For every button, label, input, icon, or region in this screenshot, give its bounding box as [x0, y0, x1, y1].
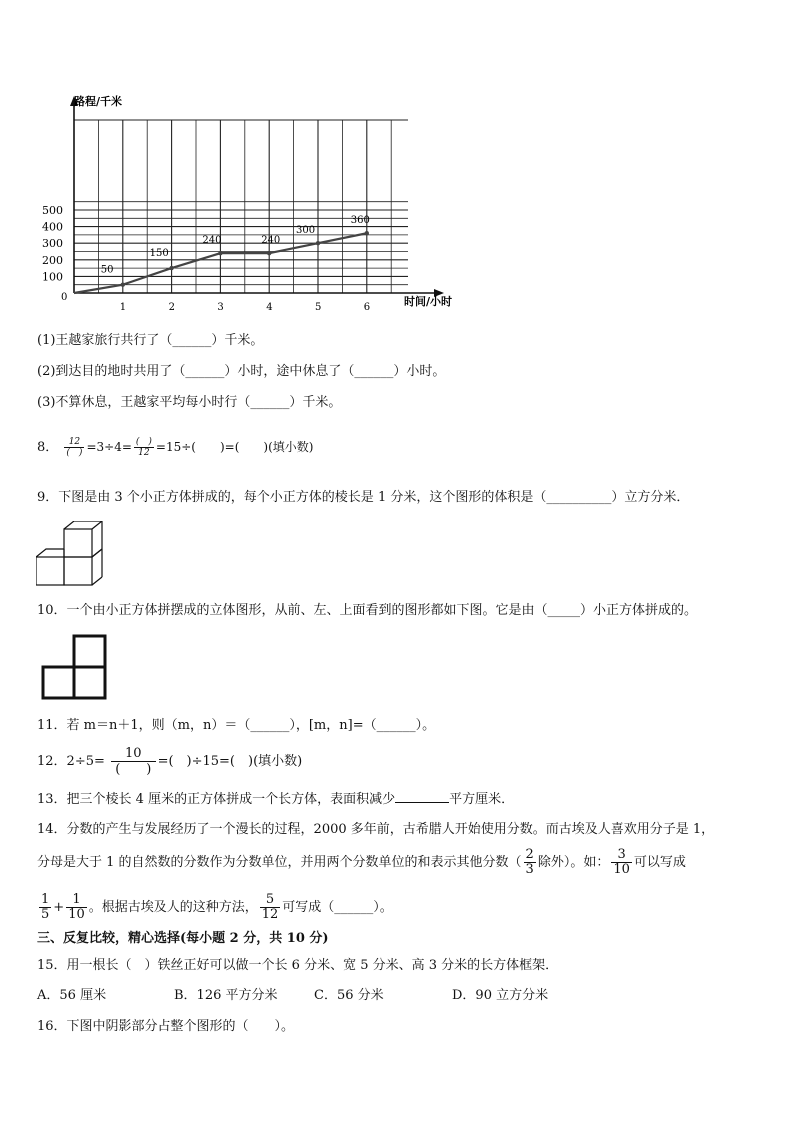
- q14-line2-c: 可以写成: [633, 855, 686, 870]
- x-tick-label: 5: [315, 302, 322, 312]
- q15: 15．用一根长（ ）铁丝正好可以做一个长 6 分米、宽 5 分米、高 3 分米的长方体框架．: [37, 958, 559, 973]
- q12-numerator: 10: [111, 746, 156, 762]
- x-tick-label: 2: [168, 302, 175, 312]
- data-label: 150: [149, 248, 169, 260]
- data-label: 240: [261, 235, 281, 247]
- q8: [37, 437, 313, 458]
- q8-middle: =3÷4=: [86, 440, 132, 454]
- q14-f23-num: 2: [525, 847, 534, 862]
- x-tick-label: 6: [363, 302, 371, 312]
- x-tick-label: 3: [217, 302, 224, 312]
- q15-option-d[interactable]: D．90 立方分米: [452, 988, 549, 1003]
- x-tick-label: 4: [266, 302, 273, 312]
- q14-f512-den: 12: [261, 907, 279, 922]
- y-tick-label: 400: [42, 220, 63, 234]
- q7-part3: (3)不算休息，王越家平均每小时行（______）千米。: [37, 395, 342, 410]
- q14-fraction-5-12: [260, 893, 281, 922]
- data-label: 50: [100, 264, 114, 276]
- q11: 11．若 m＝n＋1，则（m，n）＝（______），[m，n]=（______）。: [37, 718, 436, 733]
- q14-line3-a: 。根据古埃及人的这种方法，: [88, 900, 258, 915]
- q9-cube-figure: [36, 521, 106, 587]
- q7-part2: (2)到达目的地时共用了（______）小时，途中休息了（______）小时。: [37, 364, 446, 379]
- q14-line1: 14．分数的产生与发展经历了一个漫长的过程，2000 多年前，古希腊人开始使用分数。而古埃及人喜欢用分子是 1，: [37, 822, 715, 837]
- q14-line2-b: 除外）。如：: [537, 855, 610, 870]
- distance-time-chart: [30, 88, 470, 312]
- q14-f110-den: 10: [68, 907, 85, 922]
- data-point: [316, 241, 320, 245]
- q10: 10．一个由小正方体拼摆成的立体图形，从前、左、上面看到的图形都如下图。它是由（_____）小正方体拼成的。: [37, 603, 698, 618]
- x-tick-label: 1: [119, 302, 127, 312]
- q14-fraction-2-3: [524, 848, 536, 877]
- q7-part1: (1)王越家旅行共行了（______）千米。: [37, 333, 264, 348]
- data-label: 300: [296, 225, 316, 237]
- q14-line3: [37, 893, 393, 922]
- q14-fraction-1-5: [39, 893, 51, 922]
- q8-f2-denominator: 12: [138, 448, 150, 458]
- q13-prefix: 13．把三个棱长 4 厘米的正方体拼成一个长方体，表面积减少: [37, 792, 396, 807]
- q14-f110-num: 1: [66, 893, 87, 908]
- q14-f512-num: 5: [260, 893, 281, 908]
- q8-fraction-1: [64, 437, 84, 458]
- q14-line2-a: 分母是大于 1 的自然数的分数作为分数单位，并用两个分数单位的和表示其他分数（: [37, 855, 522, 870]
- q12-fraction: [111, 746, 156, 777]
- y-tick-label: 500: [42, 204, 63, 217]
- y-tick-label: 300: [42, 237, 63, 251]
- q13-answer-blank[interactable]: [395, 790, 449, 803]
- data-label: 360: [350, 215, 370, 227]
- q12: [37, 746, 302, 777]
- data-point: [169, 266, 173, 270]
- q14-fraction-1-10: [66, 893, 87, 922]
- x-axis-label: 时间/小时: [404, 295, 453, 308]
- q13-suffix: 平方厘米．: [449, 792, 515, 807]
- y-tick-label: 200: [42, 253, 63, 267]
- q14-f15-den: 5: [41, 907, 50, 922]
- data-point: [121, 283, 125, 287]
- q8-number: 8．: [37, 440, 59, 455]
- q14-f310-den: 10: [613, 862, 630, 877]
- chart-grid: [74, 120, 408, 293]
- q14-f310-num: 3: [611, 848, 632, 863]
- q8-tail: =15÷( )=( )(填小数): [155, 440, 314, 454]
- q12-prefix: 12．2÷5=: [37, 754, 105, 769]
- q14-line2: [37, 848, 686, 877]
- data-point: [365, 231, 369, 235]
- q8-f2-numerator: ( ): [135, 437, 152, 447]
- q14-fraction-3-10: [611, 848, 632, 877]
- q8-f1-numerator: 12: [64, 437, 84, 448]
- q9: 9．下图是由 3 个小正方体拼成的，每个小正方体的棱长是 1 分米，这个图形的体积是（__________）立方分米．: [37, 490, 690, 505]
- q14-f23-den: 3: [525, 862, 534, 877]
- q15-option-a[interactable]: A．56 厘米: [37, 988, 107, 1003]
- data-point: [218, 251, 222, 255]
- q8-f1-denominator: ( ): [66, 448, 83, 458]
- chart-axes: [70, 96, 444, 297]
- q12-denominator: ( ): [115, 762, 152, 777]
- q14-line3-b: 可写成（______）。: [282, 900, 393, 915]
- q12-tail: =( )÷15=( )(填小数): [157, 754, 303, 769]
- q8-fraction-2: [134, 437, 154, 458]
- q15-option-b[interactable]: B．126 平方分米: [174, 988, 278, 1003]
- x-tick-label: 0: [61, 292, 68, 303]
- y-tick-label: 100: [42, 270, 63, 284]
- q14-plus: +: [53, 900, 65, 915]
- q14-f15-num: 1: [41, 892, 50, 907]
- q16: 16．下图中阴影部分占整个图形的（ ）。: [37, 1019, 295, 1034]
- data-point: [267, 251, 271, 255]
- section-3-title: 三、反复比较，精心选择(每小题 2 分，共 10 分): [37, 931, 329, 946]
- y-axis-label: 路程/千米: [74, 95, 123, 108]
- q13: [37, 790, 514, 809]
- q15-option-c[interactable]: C．56 分米: [314, 988, 384, 1003]
- data-label: 240: [202, 235, 222, 247]
- q10-view-figure: [41, 634, 107, 700]
